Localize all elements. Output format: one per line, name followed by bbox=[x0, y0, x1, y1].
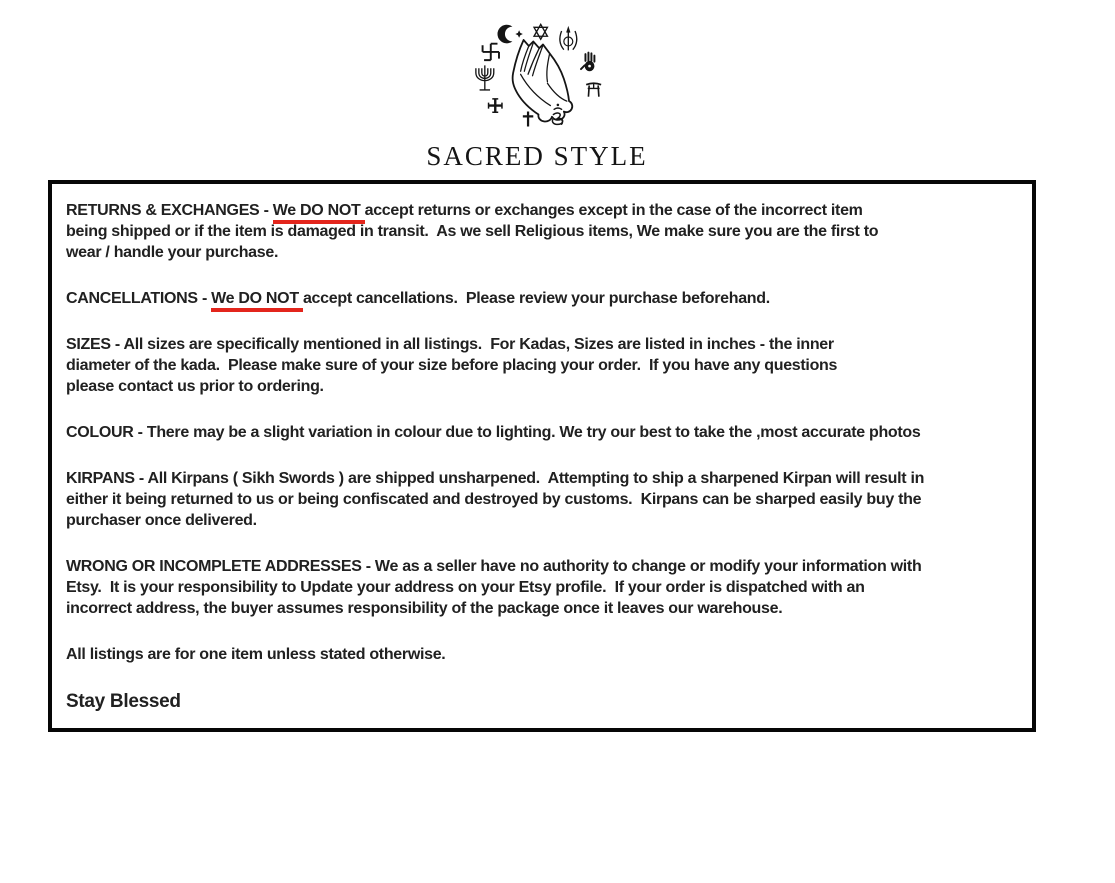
policy-text: Etsy. It is your responsibility to Update your address on your Etsy profile. If your order is dispatched with an bbox=[66, 579, 865, 596]
torii-gate-icon bbox=[586, 83, 601, 96]
om-icon bbox=[552, 104, 562, 125]
policy-line bbox=[66, 468, 1018, 489]
policy-line bbox=[66, 422, 1018, 443]
brand-header bbox=[0, 22, 1074, 172]
policy-box bbox=[48, 180, 1036, 732]
policy-paragraph bbox=[66, 690, 1018, 713]
policy-paragraph bbox=[66, 644, 1018, 665]
policy-text: either it being returned to us or being confiscated and destroyed by customs. Kirpans can be sharped easily buy the bbox=[66, 491, 922, 508]
jain-hand-icon bbox=[581, 53, 594, 72]
red-underlined-text: We DO NOT bbox=[211, 290, 303, 312]
policy-text: please contact us prior to ordering. bbox=[66, 378, 324, 395]
policy-line bbox=[66, 598, 1018, 619]
policy-paragraph bbox=[66, 288, 1018, 309]
praying-hands-logo bbox=[455, 22, 619, 134]
policy-paragraph bbox=[66, 556, 1018, 619]
policy-line bbox=[66, 556, 1018, 577]
policy-line bbox=[66, 221, 1018, 242]
policy-text: Stay Blessed bbox=[66, 691, 181, 712]
policy-line bbox=[66, 242, 1018, 263]
policy-text: KIRPANS - All Kirpans ( Sikh Swords ) are shipped unsharpened. Attempting to ship a sharpened Kirpan will result in bbox=[66, 470, 925, 487]
policy-text: accept returns or exchanges except in the case of the incorrect item bbox=[364, 202, 863, 219]
policy-paragraph bbox=[66, 334, 1018, 397]
policy-text: accept cancellations. Please review your purchase beforehand. bbox=[302, 290, 770, 307]
policy-paragraph bbox=[66, 422, 1018, 443]
policy-text: purchaser once delivered. bbox=[66, 512, 257, 529]
policy-line bbox=[66, 690, 1018, 713]
policy-line bbox=[66, 334, 1018, 355]
policy-text: incorrect address, the buyer assumes responsibility of the package once it leaves our warehouse. bbox=[66, 600, 783, 617]
policy-line bbox=[66, 376, 1018, 397]
policy-line bbox=[66, 489, 1018, 510]
policy-paragraph bbox=[66, 200, 1018, 263]
policy-text: All listings are for one item unless stated otherwise. bbox=[66, 646, 446, 663]
swastika-icon bbox=[483, 44, 499, 60]
policy-text: CANCELLATIONS - bbox=[66, 290, 212, 307]
red-underlined-text: We DO NOT bbox=[273, 202, 365, 224]
star-of-david-icon bbox=[534, 24, 547, 39]
policy-line bbox=[66, 288, 1018, 309]
menorah-icon bbox=[476, 65, 494, 90]
policy-text: being shipped or if the item is damaged in transit. As we sell Religious items, We make sure you are the first to bbox=[66, 223, 879, 240]
policy-text: SIZES - All sizes are specifically mentioned in all listings. For Kadas, Sizes are listed in inches - the inner bbox=[66, 336, 834, 353]
policy-line bbox=[66, 644, 1018, 665]
cross-pattee-icon bbox=[489, 99, 502, 112]
brand-title: SACRED STYLE bbox=[426, 141, 648, 171]
praying-hands-icon bbox=[513, 40, 573, 122]
policy-line bbox=[66, 355, 1018, 376]
crescent-and-star-icon bbox=[497, 25, 522, 44]
policy-text: COLOUR - There may be a slight variation in colour due to lighting. We try our best to take the ,most accurate photos bbox=[66, 424, 921, 441]
policy-text: RETURNS & EXCHANGES - bbox=[66, 202, 273, 219]
policy-text: WRONG OR INCOMPLETE ADDRESSES - We as a seller have no authority to change or modify your information with bbox=[66, 558, 922, 575]
policy-text: diameter of the kada. Please make sure of your size before placing your order. If you have any questions bbox=[66, 357, 838, 374]
policy-line bbox=[66, 200, 1018, 221]
policy-line bbox=[66, 510, 1018, 531]
policy-paragraph bbox=[66, 468, 1018, 531]
policy-text: wear / handle your purchase. bbox=[66, 244, 279, 261]
khanda-icon bbox=[560, 28, 577, 50]
policy-line bbox=[66, 577, 1018, 598]
latin-cross-icon bbox=[523, 112, 533, 127]
